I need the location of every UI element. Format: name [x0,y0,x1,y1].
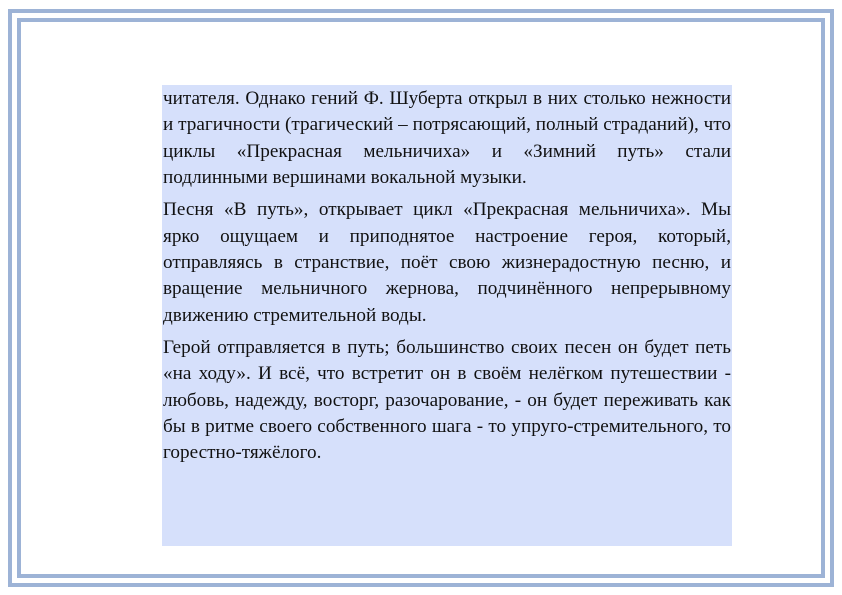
paragraph-2: Песня «В путь», открывает цикл «Прекрасная мельничиха». Мы ярко ощущаем и приподнятое настроение героя, который, отправляясь в странствие, поёт свою жизнерадостную песню, и вращение мельничного жернова, подчинённого непрерывному движению стремительной воды. [163,199,731,326]
text-block [162,85,732,546]
paragraph-3: Герой отправляется в путь; большинство своих песен он будет петь «на ходу». И всё, что встретит он в своём нелёгком путешествии - любовь, надежду, восторг, разочарование, - он будет переживать как бы в ритме своего собственного шага - то упруго-стремительного, то горестно-тяжёлого. [163,336,731,464]
paragraph-1: читателя. Однако гений Ф. Шуберта открыл в них столько нежности и трагичности (трагический – потрясающий, полный страданий), что циклы «Прекрасная мельничиха» и «Зимний путь» стали подлинными вершинами вокальной музыки. [163,88,731,189]
